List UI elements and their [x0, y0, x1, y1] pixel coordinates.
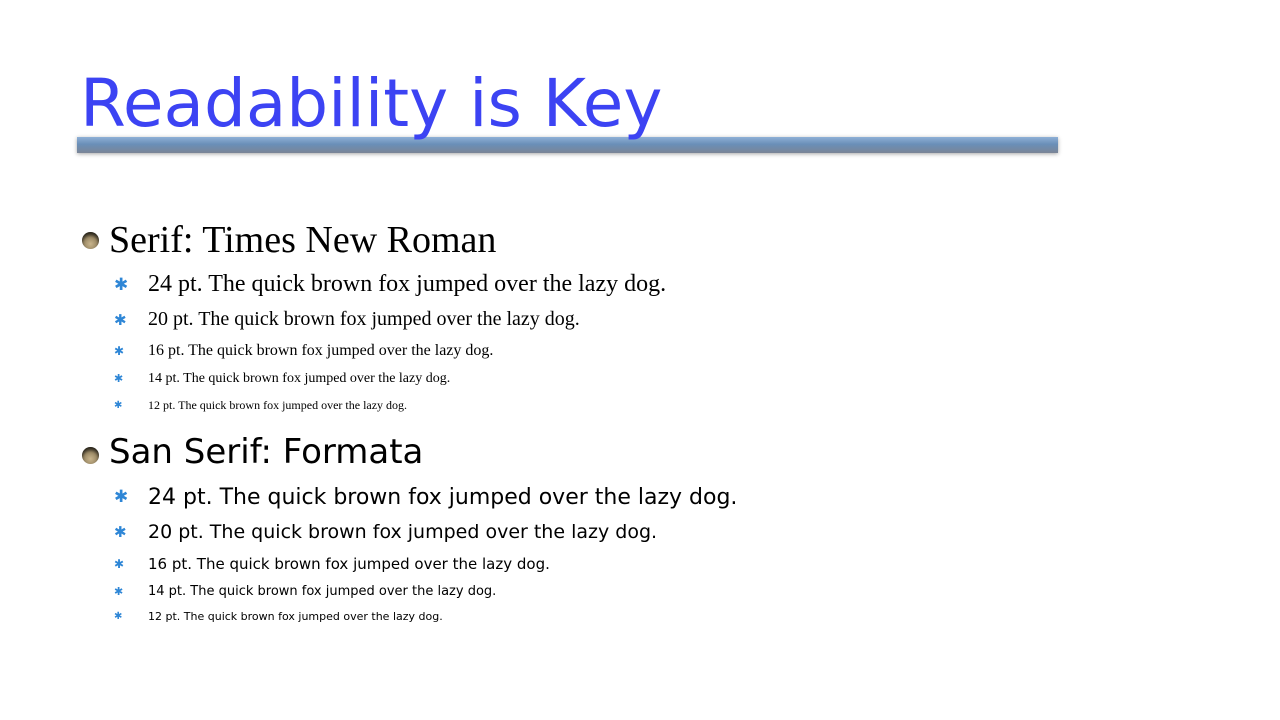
sample-text: 20 pt. The quick brown fox jumped over the lazy dog.	[148, 308, 580, 330]
asterisk-icon: ✱	[114, 399, 123, 411]
serif-sample-14pt	[80, 365, 666, 392]
orb-bullet-icon	[82, 232, 99, 249]
asterisk-icon: ✱	[114, 556, 125, 571]
sample-text: 12 pt. The quick brown fox jumped over the lazy dog.	[148, 397, 408, 412]
sans-sample-list	[80, 479, 737, 629]
serif-sample-16pt	[80, 337, 666, 365]
sample-text: 16 pt. The quick brown fox jumped over the lazy dog.	[148, 342, 494, 359]
sample-text: 20 pt. The quick brown fox jumped over the lazy dog.	[148, 521, 658, 543]
sample-text: 14 pt. The quick brown fox jumped over the lazy dog.	[148, 583, 497, 599]
sans-sample-20pt	[80, 515, 737, 549]
slide-title: Readability is Key	[80, 65, 663, 142]
sample-text: 14 pt. The quick brown fox jumped over the lazy dog.	[148, 370, 451, 386]
sans-sample-16pt	[80, 549, 737, 578]
sans-section-heading: San Serif: Formata	[109, 432, 424, 472]
asterisk-icon: ✱	[114, 310, 127, 329]
asterisk-icon: ✱	[114, 344, 125, 358]
serif-sample-24pt	[80, 267, 666, 302]
sans-section-heading-row	[80, 430, 737, 474]
asterisk-icon: ✱	[114, 274, 129, 295]
serif-sample-12pt	[80, 392, 666, 418]
sans-sample-14pt	[80, 578, 737, 604]
sample-text: 16 pt. The quick brown fox jumped over the lazy dog.	[148, 554, 550, 573]
serif-section	[80, 218, 666, 418]
asterisk-icon: ✱	[114, 372, 124, 385]
sample-text: 12 pt. The quick brown fox jumped over the lazy dog.	[148, 610, 443, 623]
serif-section-heading: Serif: Times New Roman	[109, 219, 497, 261]
orb-bullet-icon	[82, 447, 99, 464]
sample-text: 24 pt. The quick brown fox jumped over the lazy dog.	[148, 484, 738, 510]
asterisk-icon: ✱	[114, 584, 124, 598]
sans-section	[80, 430, 737, 629]
serif-sample-list	[80, 267, 666, 418]
sample-text: 24 pt. The quick brown fox jumped over the lazy dog.	[148, 271, 667, 297]
serif-section-heading-row	[80, 218, 666, 262]
sans-sample-24pt	[80, 479, 737, 515]
asterisk-icon: ✱	[114, 611, 123, 622]
serif-sample-20pt	[80, 302, 666, 337]
asterisk-icon: ✱	[114, 523, 127, 541]
asterisk-icon: ✱	[114, 487, 129, 507]
sans-sample-12pt	[80, 604, 737, 629]
